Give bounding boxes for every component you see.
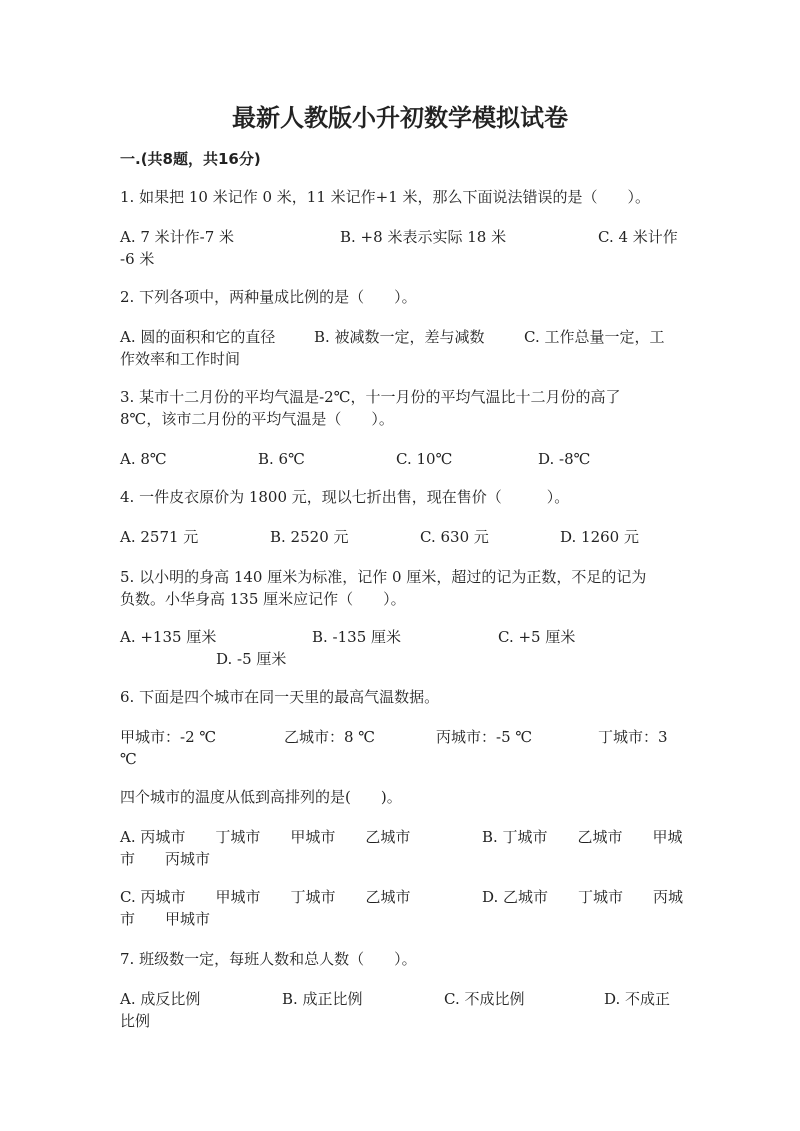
question-6-option-b-cont: 市 丙城市 [120, 850, 211, 868]
question-4-option-b: B. 2520 元 [270, 528, 349, 546]
city-yi-temp: 乙城市：8 ℃ [284, 728, 376, 746]
question-5-option-a: A. +135 厘米 [120, 628, 217, 646]
question-5-option-b: B. -135 厘米 [312, 628, 402, 646]
question-3-option-a: A. 8℃ [120, 450, 167, 468]
question-2-option-a: A. 圆的面积和它的直径 [120, 328, 276, 346]
question-4-option-a: A. 2571 元 [120, 528, 199, 546]
question-3-stem-line2: 8℃，该市二月份的平均气温是（ ）。 [120, 410, 394, 428]
city-bing-temp: 丙城市：-5 ℃ [436, 728, 533, 746]
question-5-stem-line1: 5. 以小明的身高 140 厘米为标准，记作 0 厘米，超过的记为正数，不足的记为 [120, 568, 647, 586]
question-2-option-c: C. 工作总量一定，工 [524, 328, 665, 346]
question-1-option-a: A. 7 米计作-7 米 [120, 228, 235, 246]
question-4-stem: 4. 一件皮衣原价为 1800 元，现以七折出售，现在售价（ ）。 [120, 488, 570, 506]
question-1-option-c-cont: -6 米 [120, 250, 155, 268]
question-4-option-d: D. 1260 元 [560, 528, 639, 546]
question-4-option-c: C. 630 元 [420, 528, 489, 546]
question-7-option-d-cont: 比例 [120, 1012, 151, 1030]
question-6-stem: 6. 下面是四个城市在同一天里的最高气温数据。 [120, 688, 440, 706]
question-5-stem-line2: 负数。小华身高 135 厘米应记作（ ）。 [120, 590, 406, 608]
section-heading: 一.(共8题，共16分) [120, 150, 261, 168]
question-3-stem-line1: 3. 某市十二月份的平均气温是-2℃，十一月份的平均气温比十二月份的高了 [120, 388, 621, 406]
question-6-option-a: A. 丙城市 丁城市 甲城市 乙城市 [120, 828, 411, 846]
question-6-option-d: D. 乙城市 丁城市 丙城 [482, 888, 684, 906]
question-5-option-d: D. -5 厘米 [216, 650, 287, 668]
question-1-option-b: B. +8 米表示实际 18 米 [340, 228, 507, 246]
question-2-stem: 2. 下列各项中，两种量成比例的是（ ）。 [120, 288, 417, 306]
question-3-option-d: D. -8℃ [538, 450, 591, 468]
question-3-option-b: B. 6℃ [258, 450, 305, 468]
question-7-option-d: D. 不成正 [604, 990, 671, 1008]
question-6-option-b: B. 丁城市 乙城市 甲城 [482, 828, 683, 846]
question-2-option-c-cont: 作效率和工作时间 [120, 350, 241, 368]
city-jia-temp: 甲城市：-2 ℃ [120, 728, 217, 746]
city-ding-temp-cont: ℃ [120, 750, 137, 768]
question-7-option-a: A. 成反比例 [120, 990, 201, 1008]
question-3-option-c: C. 10℃ [396, 450, 453, 468]
question-7-option-c: C. 不成比例 [444, 990, 525, 1008]
question-1-stem: 1. 如果把 10 米记作 0 米，11 米记作+1 米，那么下面说法错误的是（ ）。 [120, 188, 651, 206]
question-6-option-d-cont: 市 甲城市 [120, 910, 211, 928]
question-7-stem: 7. 班级数一定，每班人数和总人数（ ）。 [120, 950, 417, 968]
question-7-option-b: B. 成正比例 [282, 990, 363, 1008]
page-title: 最新人教版小升初数学模拟试卷 [232, 104, 568, 132]
question-1-option-c: C. 4 米计作 [598, 228, 678, 246]
question-6-option-c: C. 丙城市 甲城市 丁城市 乙城市 [120, 888, 411, 906]
question-5-option-c: C. +5 厘米 [498, 628, 576, 646]
question-6-question: 四个城市的温度从低到高排列的是( )。 [120, 788, 402, 806]
city-ding-temp: 丁城市：3 [598, 728, 668, 746]
question-2-option-b: B. 被减数一定，差与减数 [314, 328, 485, 346]
